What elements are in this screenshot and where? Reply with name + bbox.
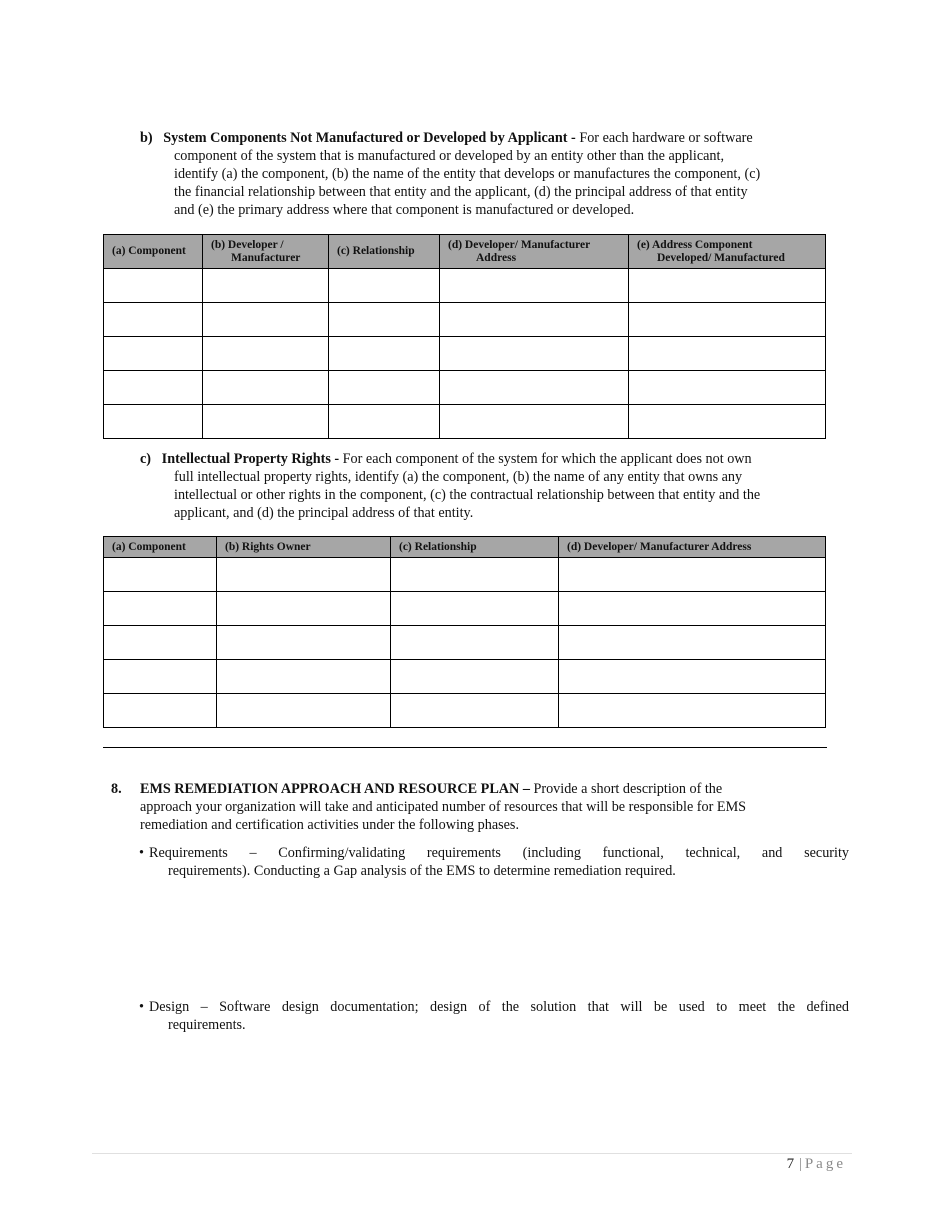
- section-divider: [103, 747, 827, 748]
- bullet-text-line1: Requirements – Confirming/validating requirements (including functional, technical, and security: [149, 845, 849, 861]
- table-cell[interactable]: [104, 660, 217, 694]
- bullet-design: [139, 998, 849, 1034]
- table-cell[interactable]: [104, 371, 203, 405]
- section-c-paragraph: [140, 450, 830, 522]
- table-cell[interactable]: [440, 337, 629, 371]
- table-cell[interactable]: [329, 371, 440, 405]
- table-cell[interactable]: [559, 694, 826, 728]
- table-row: [104, 269, 826, 303]
- column-header-rights-owner: (b) Rights Owner: [217, 537, 391, 558]
- page-number: [787, 1156, 846, 1173]
- table-cell[interactable]: [440, 405, 629, 439]
- table-cell[interactable]: [559, 660, 826, 694]
- section-c-text-line: full intellectual property rights, identify (a) the component, (b) the name of any entity that owns any: [174, 469, 743, 485]
- table-row: [104, 558, 826, 592]
- section-b-label: b): [140, 130, 153, 146]
- section-8-heading: EMS REMEDIATION APPROACH AND RESOURCE PLAN –: [140, 781, 530, 797]
- section-8-text-line: remediation and certification activities under the following phases.: [140, 817, 519, 833]
- table-cell[interactable]: [217, 558, 391, 592]
- section-b-text-line: identify (a) the component, (b) the name of the entity that develops or manufactures the component, (c): [174, 166, 761, 182]
- table-row: [104, 592, 826, 626]
- table-cell[interactable]: [391, 626, 559, 660]
- table-cell[interactable]: [203, 405, 329, 439]
- section-b-text-line1: For each hardware or software: [579, 130, 753, 146]
- column-header-relationship: (c) Relationship: [391, 537, 559, 558]
- table-cell[interactable]: [203, 303, 329, 337]
- table-cell[interactable]: [217, 694, 391, 728]
- table-cell[interactable]: [217, 626, 391, 660]
- table-cell[interactable]: [559, 626, 826, 660]
- table-cell[interactable]: [629, 269, 826, 303]
- section-8-text-line: approach your organization will take and anticipated number of resources that will be responsible for EMS: [140, 799, 747, 815]
- table-row: [104, 303, 826, 337]
- table-cell[interactable]: [391, 694, 559, 728]
- table-cell[interactable]: [104, 303, 203, 337]
- components-table-header: [104, 235, 826, 269]
- table-row: [104, 371, 826, 405]
- ip-rights-table: [103, 536, 826, 728]
- table-cell[interactable]: [559, 558, 826, 592]
- table-cell[interactable]: [440, 303, 629, 337]
- bullet-text-line2: requirements). Conducting a Gap analysis of the EMS to determine remediation required.: [168, 863, 676, 879]
- section-c-text-line1: For each component of the system for which the applicant does not own: [342, 451, 752, 467]
- column-header-developer: (b) Developer / Manufacturer: [203, 235, 329, 269]
- section-c-label: c): [140, 451, 152, 467]
- column-header-address-component: (e) Address Component Developed/ Manufactured: [629, 235, 826, 269]
- section-b-text-line: the financial relationship between that entity and the applicant, (d) the principal address of that entity: [174, 184, 748, 200]
- section-8-text-line1: Provide a short description of the: [533, 781, 723, 797]
- table-cell[interactable]: [217, 660, 391, 694]
- section-c-text-line: intellectual or other rights in the component, (c) the contractual relationship between that entity and the: [174, 487, 761, 503]
- table-cell[interactable]: [329, 303, 440, 337]
- page-word: Page: [804, 1156, 846, 1172]
- table-cell[interactable]: [104, 558, 217, 592]
- page-number-value: 7: [786, 1156, 795, 1172]
- table-row: [104, 405, 826, 439]
- table-row: [104, 337, 826, 371]
- footer-divider: [92, 1153, 852, 1154]
- components-table: [103, 234, 826, 439]
- column-header-component: (a) Component: [104, 235, 203, 269]
- table-cell[interactable]: [104, 592, 217, 626]
- table-cell[interactable]: [629, 371, 826, 405]
- table-cell[interactable]: [559, 592, 826, 626]
- table-cell[interactable]: [329, 405, 440, 439]
- column-header-relationship: (c) Relationship: [329, 235, 440, 269]
- bullet-text-line1: Design – Software design documentation; design of the solution that will be used to meet the defined: [149, 999, 849, 1015]
- table-cell[interactable]: [329, 269, 440, 303]
- column-header-component: (a) Component: [104, 537, 217, 558]
- section-b-heading: System Components Not Manufactured or Developed by Applicant -: [163, 130, 576, 146]
- bullet-dot-icon: •: [139, 845, 144, 861]
- table-cell[interactable]: [629, 337, 826, 371]
- section-b-text-line: component of the system that is manufactured or developed by an entity other than the applicant,: [174, 148, 724, 164]
- column-header-developer-address: (d) Developer/ Manufacturer Address: [440, 235, 629, 269]
- table-cell[interactable]: [629, 303, 826, 337]
- table-cell[interactable]: [391, 592, 559, 626]
- section-8-number: 8.: [111, 781, 122, 797]
- table-cell[interactable]: [104, 269, 203, 303]
- table-cell[interactable]: [203, 269, 329, 303]
- table-cell[interactable]: [440, 269, 629, 303]
- bullet-text-line2: requirements.: [168, 1017, 246, 1033]
- table-row: [104, 660, 826, 694]
- section-b-text-line: and (e) the primary address where that component is manufactured or developed.: [174, 202, 635, 218]
- section-c-text-line: applicant, and (d) the principal address of that entity.: [174, 505, 474, 521]
- table-cell[interactable]: [104, 626, 217, 660]
- bullet-dot-icon: •: [139, 999, 144, 1015]
- table-cell[interactable]: [391, 660, 559, 694]
- table-cell[interactable]: [440, 371, 629, 405]
- table-cell[interactable]: [104, 337, 203, 371]
- table-cell[interactable]: [217, 592, 391, 626]
- table-cell[interactable]: [629, 405, 826, 439]
- table-row: [104, 626, 826, 660]
- bullet-requirements: [139, 844, 849, 880]
- column-header-developer-address: (d) Developer/ Manufacturer Address: [559, 537, 826, 558]
- table-cell[interactable]: [203, 337, 329, 371]
- section-c-heading: Intellectual Property Rights -: [161, 451, 340, 467]
- table-cell[interactable]: [391, 558, 559, 592]
- section-b-paragraph: [140, 129, 830, 219]
- page-separator: |: [798, 1156, 805, 1172]
- table-cell[interactable]: [104, 694, 217, 728]
- table-cell[interactable]: [104, 405, 203, 439]
- table-row: [104, 694, 826, 728]
- ip-rights-table-header: [104, 537, 826, 558]
- section-8-paragraph: [111, 780, 831, 834]
- table-cell[interactable]: [329, 337, 440, 371]
- table-cell[interactable]: [203, 371, 329, 405]
